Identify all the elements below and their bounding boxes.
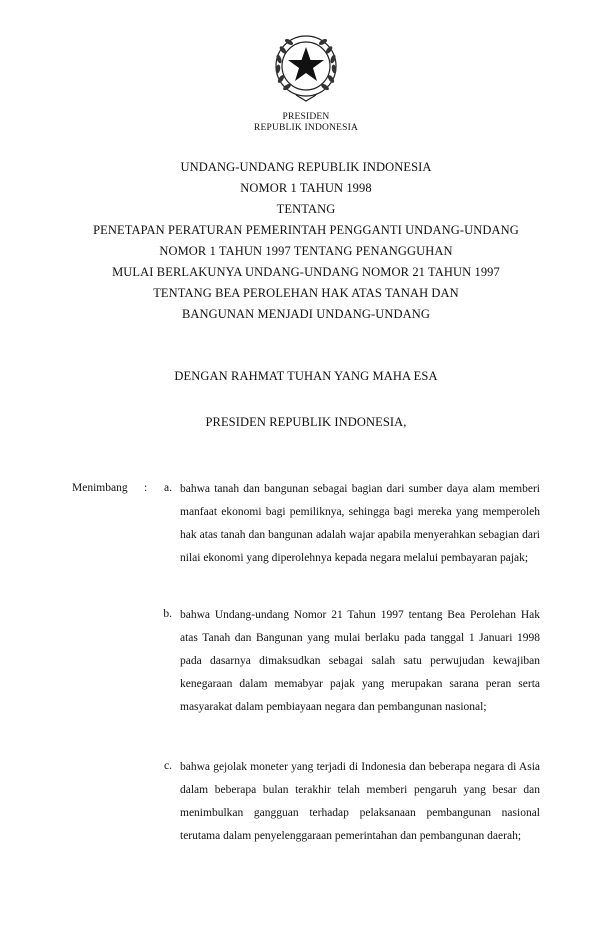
document-title (0, 157, 612, 325)
garuda-star-emblem-icon (270, 29, 342, 105)
item-letter-c: c. (164, 760, 172, 772)
title-line: NOMOR 1 TAHUN 1997 TENTANG PENANGGUHAN (159, 244, 453, 258)
title-line: UNDANG-UNDANG REPUBLIK INDONESIA (180, 160, 432, 174)
title-line: NOMOR 1 TAHUN 1998 (240, 181, 372, 195)
president-statement: PRESIDEN REPUBLIK INDONESIA, (205, 415, 407, 429)
title-line: BANGUNAN MENJADI UNDANG-UNDANG (181, 307, 431, 321)
considering-label: Menimbang (72, 482, 128, 494)
item-letter-a: a. (164, 482, 172, 494)
title-line: TENTANG BEA PEROLEHAN HAK ATAS TANAH DAN (153, 286, 459, 300)
considering-colon: : (144, 482, 148, 494)
considering-item-b: bahwa Undang-undang Nomor 21 Tahun 1997 tentang Bea Perolehan Hak atas Tanah dan Bangunan yang mulai berlaku pada tanggal 1 Januari 1998 pada dasarnya dimaksudkan sebagai salah satu perwujudan kewajiban kenegaraan dalam memabyar pajak yang merupakan sarana peran serta masyarakat dalam pembiayaan negara dan pembangunan nasional; (180, 609, 540, 713)
grace-statement: DENGAN RAHMAT TUHAN YANG MAHA ESA (174, 369, 438, 383)
considering-item-c: bahwa gejolak moneter yang terjadi di Indonesia dan beberapa negara di Asia dalam beberapa bulan terakhir telah memberi pengaruh yang besar dan menimbulkan gangguan terhadap pelaksanaan pembangunan nasional terutama dalam penyelenggaraan pemerintahan dan pembangunan daerah; (180, 761, 540, 842)
considering-item-a: bahwa tanah dan bangunan sebagai bagian dari sumber daya alam memberi manfaat ekonomi bagi pemiliknya, sehingga bagi mereka yang memperoleh hak atas tanah dan bangunan adalah wajar apabila menyerahkan sebagian dari nilai ekonomi yang diperolehnya kepada negara melalui pembayaran pajak; (180, 483, 540, 564)
title-line: TENTANG (276, 202, 336, 216)
header-presiden-label: PRESIDEN (282, 112, 330, 122)
title-line: PENETAPAN PERATURAN PEMERINTAH PENGGANTI UNDANG-UNDANG (93, 223, 519, 237)
header-republik-label: REPUBLIK INDONESIA (253, 123, 359, 133)
title-line: MULAI BERLAKUNYA UNDANG-UNDANG NOMOR 21 TAHUN 1997 (112, 265, 500, 279)
item-letter-b: b. (163, 608, 172, 620)
